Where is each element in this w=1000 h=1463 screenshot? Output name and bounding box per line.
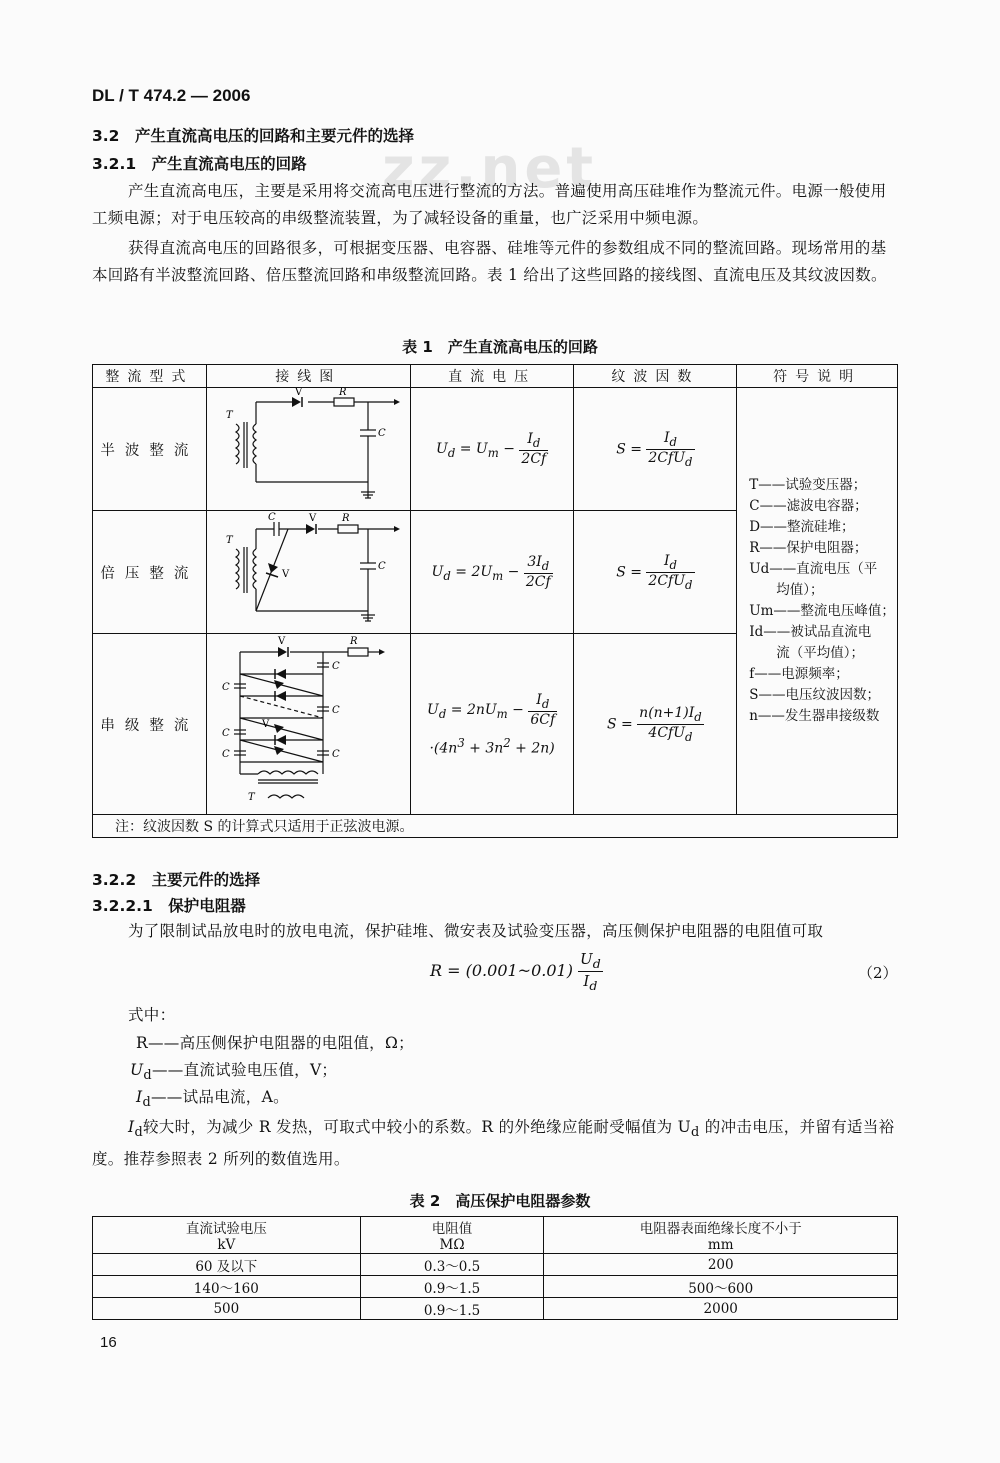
equation-2-numerator-sub: d [592,956,601,971]
svg-text:C: C [222,728,230,739]
section-3-2-2-1-title: 3.2.2.1 保护电阻器 [92,897,246,915]
voltage-doubler-schematic [208,511,408,629]
symbol-item: S——电压纹波因数； [749,687,880,703]
svg-text:T: T [226,410,233,421]
equation-2-denominator: I [583,972,590,990]
voltage-doubler-circuit-diagram [206,511,410,634]
symbol-item: 流（平均值）； [749,645,864,661]
table-2-header: 直流试验电压 kV [93,1217,361,1254]
cascade-dc-voltage-formula: $U_d = 2nU_m$ − $\frac{I_d}{6Cf}$ $\cdot(4n^3 + 3n^2 + 2n)$ [410,634,574,815]
table-2-caption: 表 2 高压保护电阻器参数 [409,1192,591,1210]
rectifier-type-voltage-doubler: 倍压整流 [93,511,207,634]
table-2 [92,1216,898,1320]
table-cell: 0.9～1.5 [360,1298,544,1320]
svg-text:T: T [226,535,233,546]
watermark: zz.net [382,136,598,201]
symbol-item: R——保护电阻器； [749,540,868,556]
table-1-caption: 表 1 产生直流高电压的回路 [402,338,598,356]
half-wave-circuit-diagram [206,388,410,511]
table-1-header: 接线图 [206,365,410,388]
svg-text:C: C [332,749,340,760]
symbol-item: C——滤波电容器； [749,498,868,514]
section-3-2-title: 3.2 产生直流高电压的回路和主要元件的选择 [92,127,414,145]
table-1-header: 直流电压 [410,365,574,388]
half-wave-dc-voltage-formula: $U_d = U_m$ − $\frac{I_d}{2Cf}$ [410,388,574,511]
svg-text:C: C [378,561,386,572]
rectifier-type-half-wave: 半波整流 [93,388,207,511]
table-cell: 60 及以下 [93,1254,361,1276]
paragraph-2: 获得直流高电压的回路很多，可根据变压器、电容器、硅堆等元件的参数组成不同的整流回路。现场常用的基本回路有半波整流回路、倍压整流回路和串级整流回路。表 1 给出了这些回路的接线图、直流电压及其纹波因数。 [92,239,887,284]
definition-r: R——高压侧保护电阻器的电阻值，Ω； [136,1034,414,1052]
svg-text:R: R [339,388,347,398]
symbol-item: D——整流硅堆； [749,519,855,535]
paragraph-4: $I_d$较大时，为减少 R 发热，可取式中较小的系数。R 的外绝缘应能耐受幅值为 $U_d$ 的冲击电压，并留有适当裕度。推荐参照表 2 所列的数值选用。 [92,1118,895,1169]
cascade-ripple-formula: S = $\frac{n(n+1)I_d}{4CfU_d}$ [574,634,737,815]
cascade-schematic [208,634,408,810]
table-2-header: 电阻器表面绝缘长度不小于 mm [544,1217,898,1254]
symbol-item: n——发生器串接级数 [749,708,880,724]
table-2-header: 电阻值 MΩ [360,1217,544,1254]
voltage-doubler-ripple-formula: S = $\frac{I_d}{2CfU_d}$ [574,511,737,634]
table-cell: 0.3～0.5 [360,1254,544,1276]
svg-text:V: V [295,388,303,398]
equation-2-denominator-sub: d [589,978,598,993]
standard-header: DL / T 474.2 — 2006 [92,86,251,105]
svg-text:C: C [378,428,386,439]
table-1-note: 注：纹波因数 S 的计算式只适用于正弦波电源。 [93,815,898,838]
svg-text:C: C [332,705,340,716]
paragraph-3: 为了限制试品放电时的放电电流，保护硅堆、微安表及试验变压器，高压侧保护电阻器的电阻值可取 [128,922,824,940]
table-cell: 500 [93,1298,361,1320]
voltage-doubler-dc-voltage-formula: $U_d = 2U_m$ − $\frac{3I_d}{2Cf}$ [410,511,574,634]
svg-text:V: V [309,513,317,524]
table-cell: 200 [544,1254,898,1276]
half-wave-schematic [208,388,408,506]
symbol-item: Id——被试品直流电 [749,624,872,640]
symbol-legend [737,388,898,815]
equation-2-number: （2） [858,964,898,982]
where-label: 式中： [128,1006,176,1024]
definition-id: $I_d——$试品电流，A。 [136,1088,289,1111]
table-row [93,1254,898,1276]
table-cell: 500～600 [544,1276,898,1298]
symbol-item: 均值）； [749,582,824,598]
page-number: 16 [100,1334,117,1351]
svg-text:R: R [342,513,350,524]
svg-text:C: C [222,749,230,760]
svg-text:C: C [332,661,340,672]
svg-text:T: T [248,792,255,803]
table-row [93,1298,898,1320]
equation-2-numerator: U [580,950,593,968]
paragraph-1: 产生直流高电压，主要是采用将交流高电压进行整流的方法。普遍使用高压硅堆作为整流元件。电源一般使用工频电源；对于电压较高的串级整流装置，为了减轻设备的重量，也广泛采用中频电源。 [92,182,887,227]
section-3-2-1-title: 3.2.1 产生直流高电压的回路 [92,155,307,173]
symbol-item: Ud——直流电压（平 [749,561,878,577]
table-cell: 2000 [544,1298,898,1320]
symbol-item: T——试验变压器； [749,477,867,493]
symbol-item: Um——整流电压峰值； [749,603,895,619]
equation-2-lhs: R = (0.001~0.01) [430,961,573,980]
svg-text:C: C [268,512,276,523]
definition-ud: $U_d——$直流试验电压值，V； [130,1061,338,1084]
table-row [93,1276,898,1298]
svg-text:C: C [222,682,230,693]
equation-2 [430,950,603,993]
section-3-2-2-title: 3.2.2 主要元件的选择 [92,871,261,889]
table-cell: 140～160 [93,1276,361,1298]
svg-text:V: V [282,569,290,580]
table-1-header: 整流型式 [93,365,207,388]
svg-text:V: V [278,636,286,647]
half-wave-ripple-formula: S = $\frac{I_d}{2CfU_d}$ [574,388,737,511]
table-1-header: 纹波因数 [574,365,737,388]
cascade-circuit-diagram [206,634,410,815]
table-cell: 0.9～1.5 [360,1276,544,1298]
svg-text:R: R [350,636,358,647]
table-1-header: 符号说明 [737,365,898,388]
symbol-item: f——电源频率； [749,666,849,682]
rectifier-type-cascade: 串级整流 [93,634,207,815]
table-1 [92,364,898,838]
svg-text:V: V [262,719,270,730]
